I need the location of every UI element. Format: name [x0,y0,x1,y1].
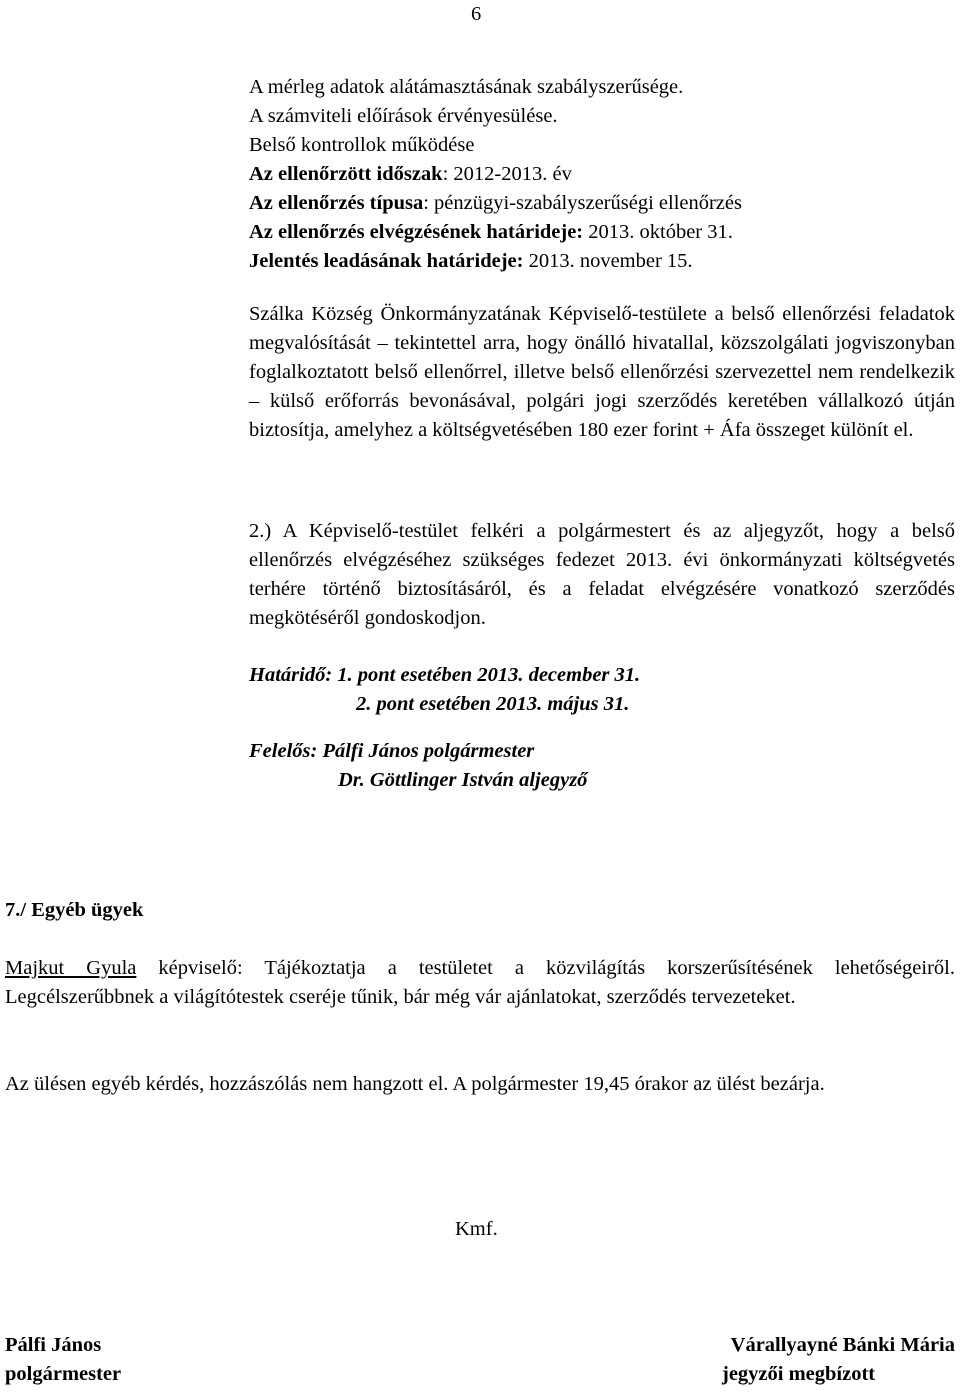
closing-kmf: Kmf. [455,1218,498,1240]
resolution-paragraph-2: 2.) A Képviselő-testület felkéri a polgármestert és az aljegyzőt, hogy a belső ellenőrzés elvégzéséhez szükséges fedezet 2013. évi önkormányzati költségvetés terhére történő biztosításáról, és a feladat elvégzésére vonatkozó szerződés megkötéséről gondoskodjon. [249,520,955,629]
page-number: 6 [471,3,482,25]
audit-deadline [249,218,733,247]
section-7-paragraph-2: Az ülésen egyéb kérdés, hozzászólás nem hangzott el. A polgármester 19,45 órakor az ülést bezárja. [5,1073,825,1095]
audit-scope-line-2: A számviteli előírások érvényesülése. [249,105,558,127]
audit-scope-line-3: Belső kontrollok működése [249,134,475,156]
signature-right-title: jegyzői megbízott [722,1363,876,1385]
audit-scope-line-1: A mérleg adatok alátámasztásának szabályszerűsége. [249,76,684,98]
audit-type-label: Az ellenőrzés típusa [249,192,424,214]
report-deadline-label: Jelentés leadásának határideje: [249,250,524,272]
responsible-line-2: Dr. Göttlinger István aljegyző [338,769,588,791]
audit-deadline-label: Az ellenőrzés elvégzésének határideje: [249,221,584,243]
audit-deadline-value: 2013. október 31. [583,221,733,243]
responsible-line-1: Felelős: Pálfi János polgármester [249,740,535,762]
signature-left-title: polgármester [5,1363,122,1385]
audit-type [249,189,742,218]
report-deadline [249,247,693,276]
section-7-paragraph-1-text: képviselő: Tájékoztatja a testületet a közvilágítás korszerűsítésének lehetőségeiről. Legcélszerűbbnek a világítótestek cseréje tűnik, bár még vár ajánlatokat, szerződés tervezeteket. [5,957,955,1008]
resolution-paragraph-1: Szálka Község Önkormányzatának Képviselő-testülete a belső ellenőrzési feladatok megvalósítását – tekintettel arra, hogy önálló hivatallal, közszolgálati jogviszonyban foglalkoztatott belső ellenőrrel, illetve belső ellenőrzési szervezettel nem rendelkezik – külső erőforrás bevonásával, polgári jogi szerződés keretében vállalkozó útján biztosítja, amelyhez a költségvetésében 180 ezer forint + Áfa összeget különít el. [249,303,955,441]
speaker-name: Majkut Gyula [5,957,137,979]
audit-type-value: : pénzügyi-szabályszerűségi ellenőrzés [423,192,742,214]
signature-right-name: Várallyayné Bánki Mária [730,1334,955,1356]
section-7-heading: 7./ Egyéb ügyek [5,899,144,921]
report-deadline-value: 2013. november 15. [523,250,693,272]
audit-period-value: : 2012-2013. év [442,163,572,185]
section-7-paragraph-1 [5,954,955,1012]
audit-period [249,160,572,189]
signature-left-name: Pálfi János [5,1334,102,1356]
audit-period-label: Az ellenőrzött időszak [249,163,443,185]
deadline-line-1: Határidő: 1. pont esetében 2013. december 31. [249,664,641,686]
deadline-line-2: 2. pont esetében 2013. május 31. [356,693,630,715]
